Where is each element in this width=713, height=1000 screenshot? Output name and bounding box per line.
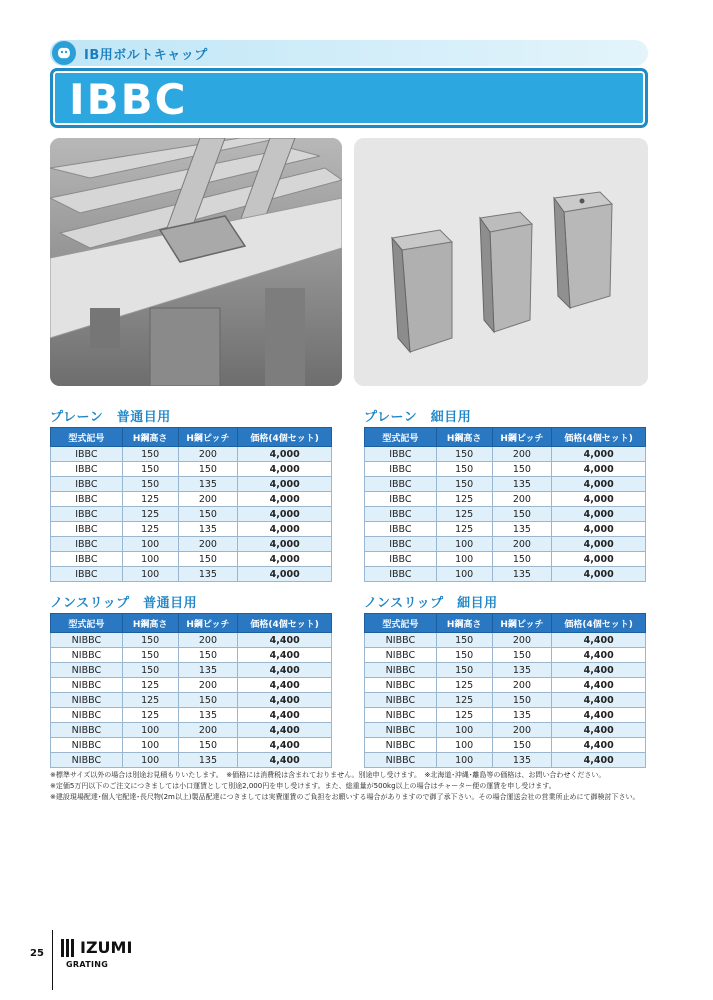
model-cell: IBBC bbox=[365, 477, 437, 492]
h-beam-pitch-cell: 150 bbox=[492, 693, 552, 708]
h-beam-pitch-cell: 200 bbox=[178, 447, 238, 462]
column-header: H鋼高さ bbox=[122, 614, 178, 633]
logo-subtitle: GRATING bbox=[66, 960, 109, 969]
price-cell: 4,000 bbox=[238, 477, 332, 492]
price-cell: 4,400 bbox=[238, 738, 332, 753]
h-beam-height-cell: 150 bbox=[436, 663, 492, 678]
table-row bbox=[51, 723, 332, 738]
table-row bbox=[51, 678, 332, 693]
h-beam-pitch-cell: 135 bbox=[178, 753, 238, 768]
footnote: ※定価5万円以下のご注文につきましては小口運賃として別途2,000円を申し受けます。また、総重量が500kg以上の場合はチャーター便の運賃を申し受けます。 bbox=[50, 782, 556, 790]
model-cell: NIBBC bbox=[51, 738, 123, 753]
h-beam-height-cell: 150 bbox=[436, 462, 492, 477]
h-beam-pitch-cell: 150 bbox=[178, 507, 238, 522]
price-cell: 4,000 bbox=[552, 447, 646, 462]
logo-mark-icon bbox=[60, 938, 78, 958]
h-beam-pitch-cell: 200 bbox=[492, 537, 552, 552]
spec-table-nonslip-standard bbox=[50, 613, 332, 768]
model-cell: IBBC bbox=[365, 552, 437, 567]
table-header-row bbox=[51, 614, 332, 633]
h-beam-height-cell: 100 bbox=[436, 723, 492, 738]
table-row bbox=[51, 537, 332, 552]
price-cell: 4,000 bbox=[238, 522, 332, 537]
table-row bbox=[51, 552, 332, 567]
h-beam-pitch-cell: 150 bbox=[492, 648, 552, 663]
price-cell: 4,000 bbox=[238, 567, 332, 582]
logo-wordmark: IZUMI bbox=[80, 938, 133, 957]
price-cell: 4,400 bbox=[552, 693, 646, 708]
h-beam-height-cell: 125 bbox=[436, 522, 492, 537]
h-beam-pitch-cell: 200 bbox=[492, 447, 552, 462]
model-cell: IBBC bbox=[365, 492, 437, 507]
price-cell: 4,400 bbox=[552, 633, 646, 648]
h-beam-height-cell: 125 bbox=[122, 507, 178, 522]
model-cell: NIBBC bbox=[51, 648, 123, 663]
h-beam-height-cell: 150 bbox=[122, 648, 178, 663]
bolt-caps-photo bbox=[354, 138, 648, 386]
h-beam-height-cell: 100 bbox=[436, 537, 492, 552]
price-cell: 4,400 bbox=[238, 678, 332, 693]
h-beam-height-cell: 125 bbox=[436, 693, 492, 708]
spec-table-plain-fine bbox=[364, 427, 646, 582]
price-cell: 4,000 bbox=[552, 492, 646, 507]
table-row bbox=[365, 522, 646, 537]
h-beam-pitch-cell: 200 bbox=[178, 723, 238, 738]
price-cell: 4,000 bbox=[552, 522, 646, 537]
column-header: H鋼高さ bbox=[122, 428, 178, 447]
model-cell: IBBC bbox=[51, 447, 123, 462]
model-cell: NIBBC bbox=[365, 648, 437, 663]
price-cell: 4,000 bbox=[238, 552, 332, 567]
h-beam-height-cell: 150 bbox=[436, 477, 492, 492]
h-beam-pitch-cell: 150 bbox=[492, 738, 552, 753]
price-cell: 4,400 bbox=[238, 693, 332, 708]
model-cell: IBBC bbox=[365, 567, 437, 582]
category-bar bbox=[50, 40, 648, 66]
price-cell: 4,400 bbox=[238, 663, 332, 678]
table-row bbox=[51, 753, 332, 768]
table-row bbox=[51, 693, 332, 708]
column-header: 型式記号 bbox=[365, 614, 437, 633]
price-cell: 4,000 bbox=[552, 507, 646, 522]
column-header: 型式記号 bbox=[51, 614, 123, 633]
h-beam-pitch-cell: 135 bbox=[492, 477, 552, 492]
h-beam-height-cell: 125 bbox=[122, 693, 178, 708]
footer-divider bbox=[52, 930, 53, 990]
h-beam-height-cell: 150 bbox=[122, 447, 178, 462]
h-beam-height-cell: 125 bbox=[122, 708, 178, 723]
h-beam-pitch-cell: 135 bbox=[178, 663, 238, 678]
table-row bbox=[365, 753, 646, 768]
price-cell: 4,400 bbox=[238, 633, 332, 648]
h-beam-pitch-cell: 150 bbox=[178, 738, 238, 753]
column-header: 価格(4個セット) bbox=[552, 614, 646, 633]
price-cell: 4,400 bbox=[552, 663, 646, 678]
table-row bbox=[365, 723, 646, 738]
column-header: 型式記号 bbox=[365, 428, 437, 447]
h-beam-height-cell: 125 bbox=[122, 678, 178, 693]
model-cell: IBBC bbox=[51, 552, 123, 567]
h-beam-height-cell: 150 bbox=[436, 633, 492, 648]
title-banner bbox=[50, 68, 648, 128]
table-row bbox=[51, 477, 332, 492]
h-beam-height-cell: 150 bbox=[122, 477, 178, 492]
section-title-plain-fine: プレーン 細目用 bbox=[364, 410, 472, 425]
table-row bbox=[51, 492, 332, 507]
h-beam-pitch-cell: 150 bbox=[492, 552, 552, 567]
h-beam-height-cell: 100 bbox=[436, 567, 492, 582]
table-row bbox=[51, 663, 332, 678]
column-header: 型式記号 bbox=[51, 428, 123, 447]
column-header: 価格(4個セット) bbox=[238, 428, 332, 447]
table-row bbox=[51, 507, 332, 522]
price-cell: 4,400 bbox=[238, 753, 332, 768]
price-cell: 4,000 bbox=[238, 507, 332, 522]
model-cell: IBBC bbox=[365, 462, 437, 477]
table-row bbox=[365, 738, 646, 753]
h-beam-height-cell: 100 bbox=[436, 738, 492, 753]
model-cell: NIBBC bbox=[365, 723, 437, 738]
price-cell: 4,400 bbox=[552, 738, 646, 753]
model-cell: IBBC bbox=[365, 447, 437, 462]
price-cell: 4,000 bbox=[238, 492, 332, 507]
price-cell: 4,400 bbox=[552, 648, 646, 663]
h-beam-height-cell: 125 bbox=[436, 708, 492, 723]
model-cell: NIBBC bbox=[51, 678, 123, 693]
h-beam-height-cell: 150 bbox=[122, 462, 178, 477]
price-cell: 4,000 bbox=[552, 462, 646, 477]
h-beam-pitch-cell: 150 bbox=[492, 462, 552, 477]
table-row bbox=[365, 492, 646, 507]
spec-table-nonslip-fine bbox=[364, 613, 646, 768]
model-cell: IBBC bbox=[365, 522, 437, 537]
h-beam-pitch-cell: 150 bbox=[492, 507, 552, 522]
h-beam-height-cell: 150 bbox=[436, 447, 492, 462]
price-cell: 4,400 bbox=[238, 708, 332, 723]
h-beam-pitch-cell: 135 bbox=[492, 522, 552, 537]
model-cell: NIBBC bbox=[51, 693, 123, 708]
table-row bbox=[51, 522, 332, 537]
table-row bbox=[365, 507, 646, 522]
h-beam-height-cell: 150 bbox=[122, 633, 178, 648]
price-cell: 4,000 bbox=[552, 477, 646, 492]
h-beam-pitch-cell: 135 bbox=[492, 663, 552, 678]
table-row bbox=[365, 633, 646, 648]
price-cell: 4,000 bbox=[238, 537, 332, 552]
table-header-row bbox=[51, 428, 332, 447]
h-beam-height-cell: 150 bbox=[436, 648, 492, 663]
h-beam-pitch-cell: 135 bbox=[492, 708, 552, 723]
table-row bbox=[365, 537, 646, 552]
model-cell: IBBC bbox=[51, 537, 123, 552]
footnote: ※標準サイズ以外の場合は別途お見積もりいたします。 ※価格には消費税は含まれておりません。別途申し受けます。 ※北海道･沖縄･離島等の価格は、お問い合わせください。 bbox=[50, 771, 606, 779]
h-beam-height-cell: 150 bbox=[122, 663, 178, 678]
section-title-plain-standard: プレーン 普通目用 bbox=[50, 410, 171, 425]
price-cell: 4,000 bbox=[238, 447, 332, 462]
model-cell: IBBC bbox=[51, 477, 123, 492]
h-beam-pitch-cell: 200 bbox=[178, 537, 238, 552]
model-cell: NIBBC bbox=[51, 633, 123, 648]
table-row bbox=[365, 462, 646, 477]
table-row bbox=[51, 708, 332, 723]
model-cell: IBBC bbox=[51, 522, 123, 537]
table-row bbox=[51, 633, 332, 648]
table-header-row bbox=[365, 428, 646, 447]
price-cell: 4,400 bbox=[238, 723, 332, 738]
price-cell: 4,400 bbox=[552, 678, 646, 693]
h-beam-height-cell: 100 bbox=[436, 753, 492, 768]
model-cell: NIBBC bbox=[365, 708, 437, 723]
h-beam-height-cell: 125 bbox=[436, 678, 492, 693]
table-row bbox=[365, 567, 646, 582]
model-cell: NIBBC bbox=[365, 663, 437, 678]
h-beam-pitch-cell: 200 bbox=[492, 723, 552, 738]
page-title: IBBC bbox=[69, 75, 188, 124]
column-header: 価格(4個セット) bbox=[238, 614, 332, 633]
table-row bbox=[51, 447, 332, 462]
table-row bbox=[365, 678, 646, 693]
h-beam-height-cell: 100 bbox=[436, 552, 492, 567]
model-cell: IBBC bbox=[51, 462, 123, 477]
h-beam-height-cell: 125 bbox=[122, 522, 178, 537]
h-beam-height-cell: 100 bbox=[122, 567, 178, 582]
table-row bbox=[365, 708, 646, 723]
table-row bbox=[365, 693, 646, 708]
h-beam-height-cell: 100 bbox=[122, 552, 178, 567]
price-cell: 4,400 bbox=[552, 708, 646, 723]
page-number: 25 bbox=[30, 948, 44, 959]
price-cell: 4,400 bbox=[552, 723, 646, 738]
h-beam-pitch-cell: 135 bbox=[178, 477, 238, 492]
h-beam-pitch-cell: 150 bbox=[178, 693, 238, 708]
model-cell: NIBBC bbox=[51, 723, 123, 738]
h-beam-height-cell: 100 bbox=[122, 537, 178, 552]
price-cell: 4,400 bbox=[238, 648, 332, 663]
h-beam-height-cell: 125 bbox=[122, 492, 178, 507]
grating-photo bbox=[50, 138, 342, 386]
model-cell: IBBC bbox=[51, 507, 123, 522]
h-beam-height-cell: 125 bbox=[436, 492, 492, 507]
h-beam-height-cell: 125 bbox=[436, 507, 492, 522]
h-beam-pitch-cell: 135 bbox=[178, 708, 238, 723]
table-header-row bbox=[365, 614, 646, 633]
model-cell: IBBC bbox=[365, 537, 437, 552]
model-cell: NIBBC bbox=[365, 678, 437, 693]
section-title-nonslip-standard: ノンスリップ 普通目用 bbox=[50, 596, 198, 611]
model-cell: NIBBC bbox=[51, 708, 123, 723]
h-beam-pitch-cell: 200 bbox=[492, 678, 552, 693]
table-row bbox=[365, 447, 646, 462]
footnotes bbox=[50, 770, 670, 803]
model-cell: IBBC bbox=[365, 507, 437, 522]
h-beam-pitch-cell: 200 bbox=[178, 633, 238, 648]
column-header: H鋼高さ bbox=[436, 614, 492, 633]
model-cell: NIBBC bbox=[51, 753, 123, 768]
price-cell: 4,000 bbox=[552, 552, 646, 567]
footnote: ※建設現場配達･個人宅配達･長尺物(2m以上)製品配達につきましては実費運賃のご負担をお願いする場合がありますので御了承下さい。その場合運送会社の営業所止めにて御検討下さい。 bbox=[50, 793, 640, 801]
h-beam-pitch-cell: 150 bbox=[178, 462, 238, 477]
h-beam-pitch-cell: 200 bbox=[178, 492, 238, 507]
table-row bbox=[51, 567, 332, 582]
h-beam-pitch-cell: 200 bbox=[492, 633, 552, 648]
table-row bbox=[365, 663, 646, 678]
model-cell: IBBC bbox=[51, 567, 123, 582]
company-logo bbox=[60, 938, 133, 976]
table-row bbox=[51, 462, 332, 477]
section-title-nonslip-fine: ノンスリップ 細目用 bbox=[364, 596, 498, 611]
h-beam-pitch-cell: 150 bbox=[178, 552, 238, 567]
model-cell: NIBBC bbox=[51, 663, 123, 678]
column-header: H鋼ピッチ bbox=[178, 428, 238, 447]
spec-table-plain-standard bbox=[50, 427, 332, 582]
column-header: H鋼ピッチ bbox=[178, 614, 238, 633]
model-cell: IBBC bbox=[51, 492, 123, 507]
h-beam-height-cell: 100 bbox=[122, 738, 178, 753]
table-row bbox=[365, 552, 646, 567]
column-header: H鋼ピッチ bbox=[492, 614, 552, 633]
model-cell: NIBBC bbox=[365, 753, 437, 768]
column-header: H鋼高さ bbox=[436, 428, 492, 447]
category-label: IB用ボルトキャップ bbox=[84, 48, 208, 63]
table-row bbox=[365, 648, 646, 663]
h-beam-pitch-cell: 150 bbox=[178, 648, 238, 663]
column-header: H鋼ピッチ bbox=[492, 428, 552, 447]
price-cell: 4,400 bbox=[552, 753, 646, 768]
model-cell: NIBBC bbox=[365, 738, 437, 753]
model-cell: NIBBC bbox=[365, 693, 437, 708]
price-cell: 4,000 bbox=[552, 537, 646, 552]
model-cell: NIBBC bbox=[365, 633, 437, 648]
h-beam-height-cell: 100 bbox=[122, 723, 178, 738]
h-beam-pitch-cell: 135 bbox=[492, 753, 552, 768]
h-beam-pitch-cell: 135 bbox=[178, 522, 238, 537]
price-cell: 4,000 bbox=[552, 567, 646, 582]
column-header: 価格(4個セット) bbox=[552, 428, 646, 447]
table-row bbox=[365, 477, 646, 492]
table-row bbox=[51, 738, 332, 753]
table-row bbox=[51, 648, 332, 663]
product-category-icon bbox=[52, 41, 76, 65]
h-beam-pitch-cell: 135 bbox=[492, 567, 552, 582]
h-beam-pitch-cell: 135 bbox=[178, 567, 238, 582]
price-cell: 4,000 bbox=[238, 462, 332, 477]
h-beam-height-cell: 100 bbox=[122, 753, 178, 768]
h-beam-pitch-cell: 200 bbox=[492, 492, 552, 507]
h-beam-pitch-cell: 200 bbox=[178, 678, 238, 693]
